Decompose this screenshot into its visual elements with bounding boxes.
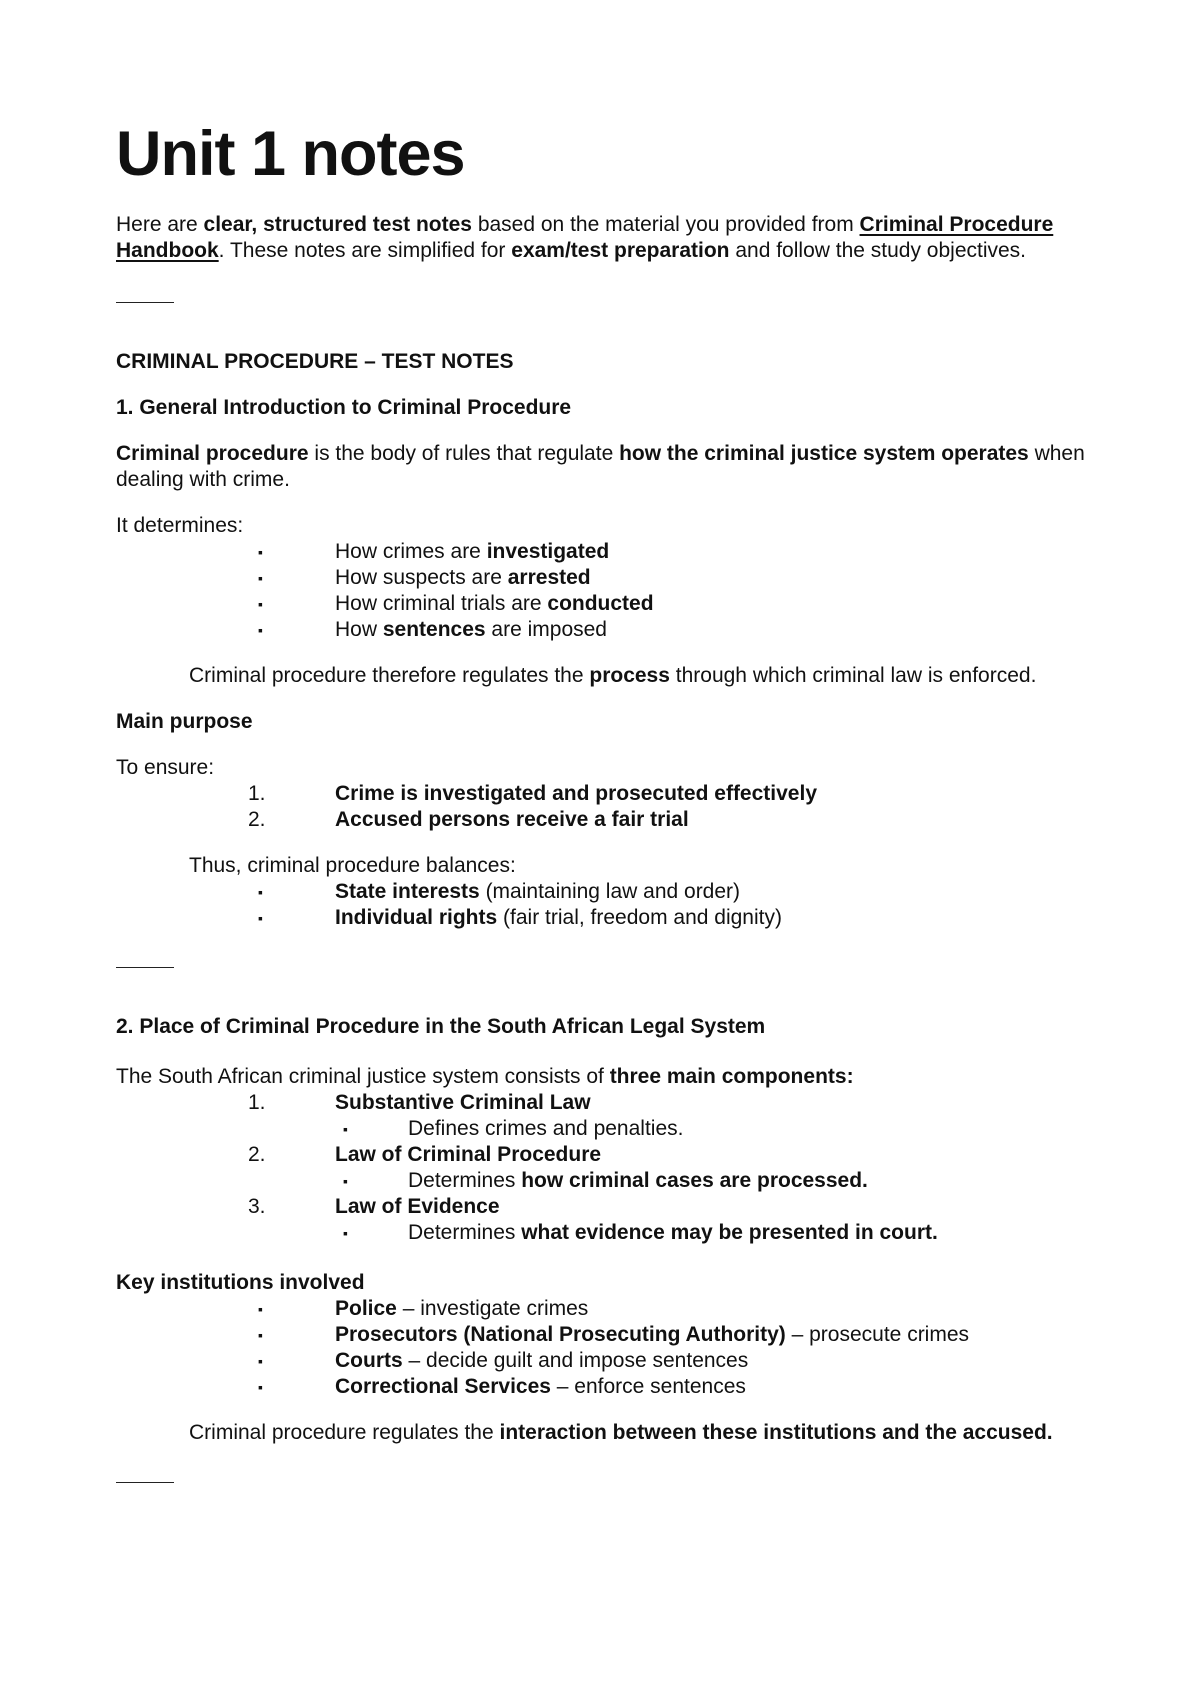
list-number: 2. [248, 1143, 266, 1166]
components-list [116, 1090, 1120, 1246]
definition-paragraph [116, 441, 1120, 493]
item-text: – enforce sentences [550, 1375, 746, 1398]
intro-bold-2: exam/test preparation [511, 239, 730, 262]
item-text: (maintaining law and order) [479, 880, 741, 903]
section-1-heading: 1. General Introduction to Criminal Procedure [116, 396, 572, 419]
sub-list [335, 1220, 1120, 1246]
list-number: 1. [248, 1091, 266, 1114]
bullet-marker: ▪ [258, 884, 263, 900]
components-intro-bold: three main components: [609, 1065, 854, 1088]
bullet-marker: ▪ [258, 1301, 263, 1317]
regulates-bold: interaction between these institutions and the accused. [499, 1421, 1053, 1444]
balance-list [116, 879, 1120, 931]
bullet-marker: ▪ [258, 1327, 263, 1343]
item-bold: Prosecutors (National Prosecuting Authority) [335, 1323, 786, 1346]
item-bold: Crime is investigated and prosecuted effectively [335, 782, 817, 805]
intro-text-1: Here are [116, 213, 204, 236]
bullet-marker: ▪ [258, 596, 263, 612]
document-heading: CRIMINAL PROCEDURE – TEST NOTES [116, 350, 514, 373]
item-bold: arrested [507, 566, 591, 589]
list-item [116, 905, 1120, 931]
bullet-marker: ▪ [258, 1379, 263, 1395]
intro-paragraph [116, 212, 1120, 264]
list-item [116, 1374, 1120, 1400]
list-item [116, 1348, 1120, 1374]
sub-list-item [335, 1116, 1120, 1142]
list-item [116, 1142, 1120, 1194]
bullet-marker: ▪ [258, 910, 263, 926]
institutions-heading: Key institutions involved [116, 1271, 365, 1294]
list-item [116, 539, 1120, 565]
list-item [116, 565, 1120, 591]
regulates-paragraph [189, 1420, 1120, 1446]
item-text: (fair trial, freedom and dignity) [497, 906, 782, 929]
list-item [116, 1090, 1120, 1142]
bullet-marker: ▪ [343, 1121, 348, 1137]
therefore-text-2: through which criminal law is enforced. [669, 664, 1037, 687]
list-number: 3. [248, 1195, 266, 1218]
list-item [116, 807, 1120, 833]
determines-label: It determines: [116, 514, 244, 537]
section-divider [116, 302, 174, 303]
section-divider [116, 1482, 174, 1483]
item-text: – investigate crimes [396, 1297, 589, 1320]
purpose-list [116, 781, 1120, 833]
regulates-text: Criminal procedure regulates the [189, 1421, 500, 1444]
balances-label: Thus, criminal procedure balances: [189, 854, 516, 877]
sub-bold: how criminal cases are processed. [521, 1169, 868, 1192]
item-text: – decide guilt and impose sentences [402, 1349, 749, 1372]
section-2-heading: 2. Place of Criminal Procedure in the South African Legal System [116, 1015, 766, 1038]
bullet-marker: ▪ [258, 622, 263, 638]
bullet-marker: ▪ [258, 544, 263, 560]
sub-text: Defines crimes and penalties. [408, 1117, 684, 1140]
list-item [116, 879, 1120, 905]
list-number: 1. [248, 782, 266, 805]
list-item [116, 1322, 1120, 1348]
ensure-label: To ensure: [116, 756, 215, 779]
item-bold: Police [335, 1297, 397, 1320]
item-bold: sentences [382, 618, 486, 641]
list-item [116, 781, 1120, 807]
item-text: How criminal trials are [335, 592, 548, 615]
item-bold: investigated [486, 540, 610, 563]
sub-text: Determines [408, 1221, 522, 1244]
list-item [116, 591, 1120, 617]
item-text: How suspects are [335, 566, 508, 589]
def-bold-2: how the criminal justice system operates [619, 442, 1029, 465]
def-bold-1: Criminal procedure [116, 442, 309, 465]
intro-bold-1: clear, structured test notes [203, 213, 472, 236]
list-item [116, 1296, 1120, 1322]
sub-list-item [335, 1168, 1120, 1194]
sub-list [335, 1168, 1120, 1194]
institutions-list [116, 1296, 1120, 1400]
bullet-marker: ▪ [258, 570, 263, 586]
intro-text-2: based on the material you provided from [471, 213, 860, 236]
determines-list [116, 539, 1120, 643]
therefore-text-1: Criminal procedure therefore regulates the [189, 664, 590, 687]
item-bold: State interests [335, 880, 480, 903]
components-intro-text: The South African criminal justice system consists of [116, 1065, 610, 1088]
sub-text: Determines [408, 1169, 522, 1192]
list-item [116, 1194, 1120, 1246]
component-title: Law of Evidence [335, 1195, 500, 1218]
therefore-paragraph [189, 663, 1120, 689]
item-bold: Accused persons receive a fair trial [335, 808, 689, 831]
item-bold: Courts [335, 1349, 403, 1372]
component-title: Substantive Criminal Law [335, 1091, 591, 1114]
bullet-marker: ▪ [258, 1353, 263, 1369]
main-purpose-heading: Main purpose [116, 710, 253, 733]
sub-bold: what evidence may be presented in court. [521, 1221, 938, 1244]
sub-list [335, 1116, 1120, 1142]
component-title: Law of Criminal Procedure [335, 1143, 602, 1166]
item-text: – prosecute crimes [785, 1323, 970, 1346]
sub-list-item [335, 1220, 1120, 1246]
components-intro [116, 1064, 1120, 1090]
item-text: are imposed [485, 618, 607, 641]
handbook-reference: Criminal Procedure Handbook [116, 213, 1054, 262]
def-text-1: is the body of rules that regulate [308, 442, 620, 465]
therefore-bold: process [589, 664, 670, 687]
list-number: 2. [248, 808, 266, 831]
intro-text-3: . These notes are simplified for [218, 239, 512, 262]
def-text-2: when dealing with crime. [116, 442, 1085, 491]
item-text: How crimes are [335, 540, 487, 563]
item-bold: Individual rights [335, 906, 498, 929]
bullet-marker: ▪ [343, 1173, 348, 1189]
list-item [116, 617, 1120, 643]
section-divider [116, 967, 174, 968]
item-bold: Correctional Services [335, 1375, 551, 1398]
intro-text-4: and follow the study objectives. [729, 239, 1027, 262]
item-text: How [335, 618, 383, 641]
item-bold: conducted [547, 592, 654, 615]
bullet-marker: ▪ [343, 1225, 348, 1241]
page-title: Unit 1 notes [116, 119, 465, 189]
